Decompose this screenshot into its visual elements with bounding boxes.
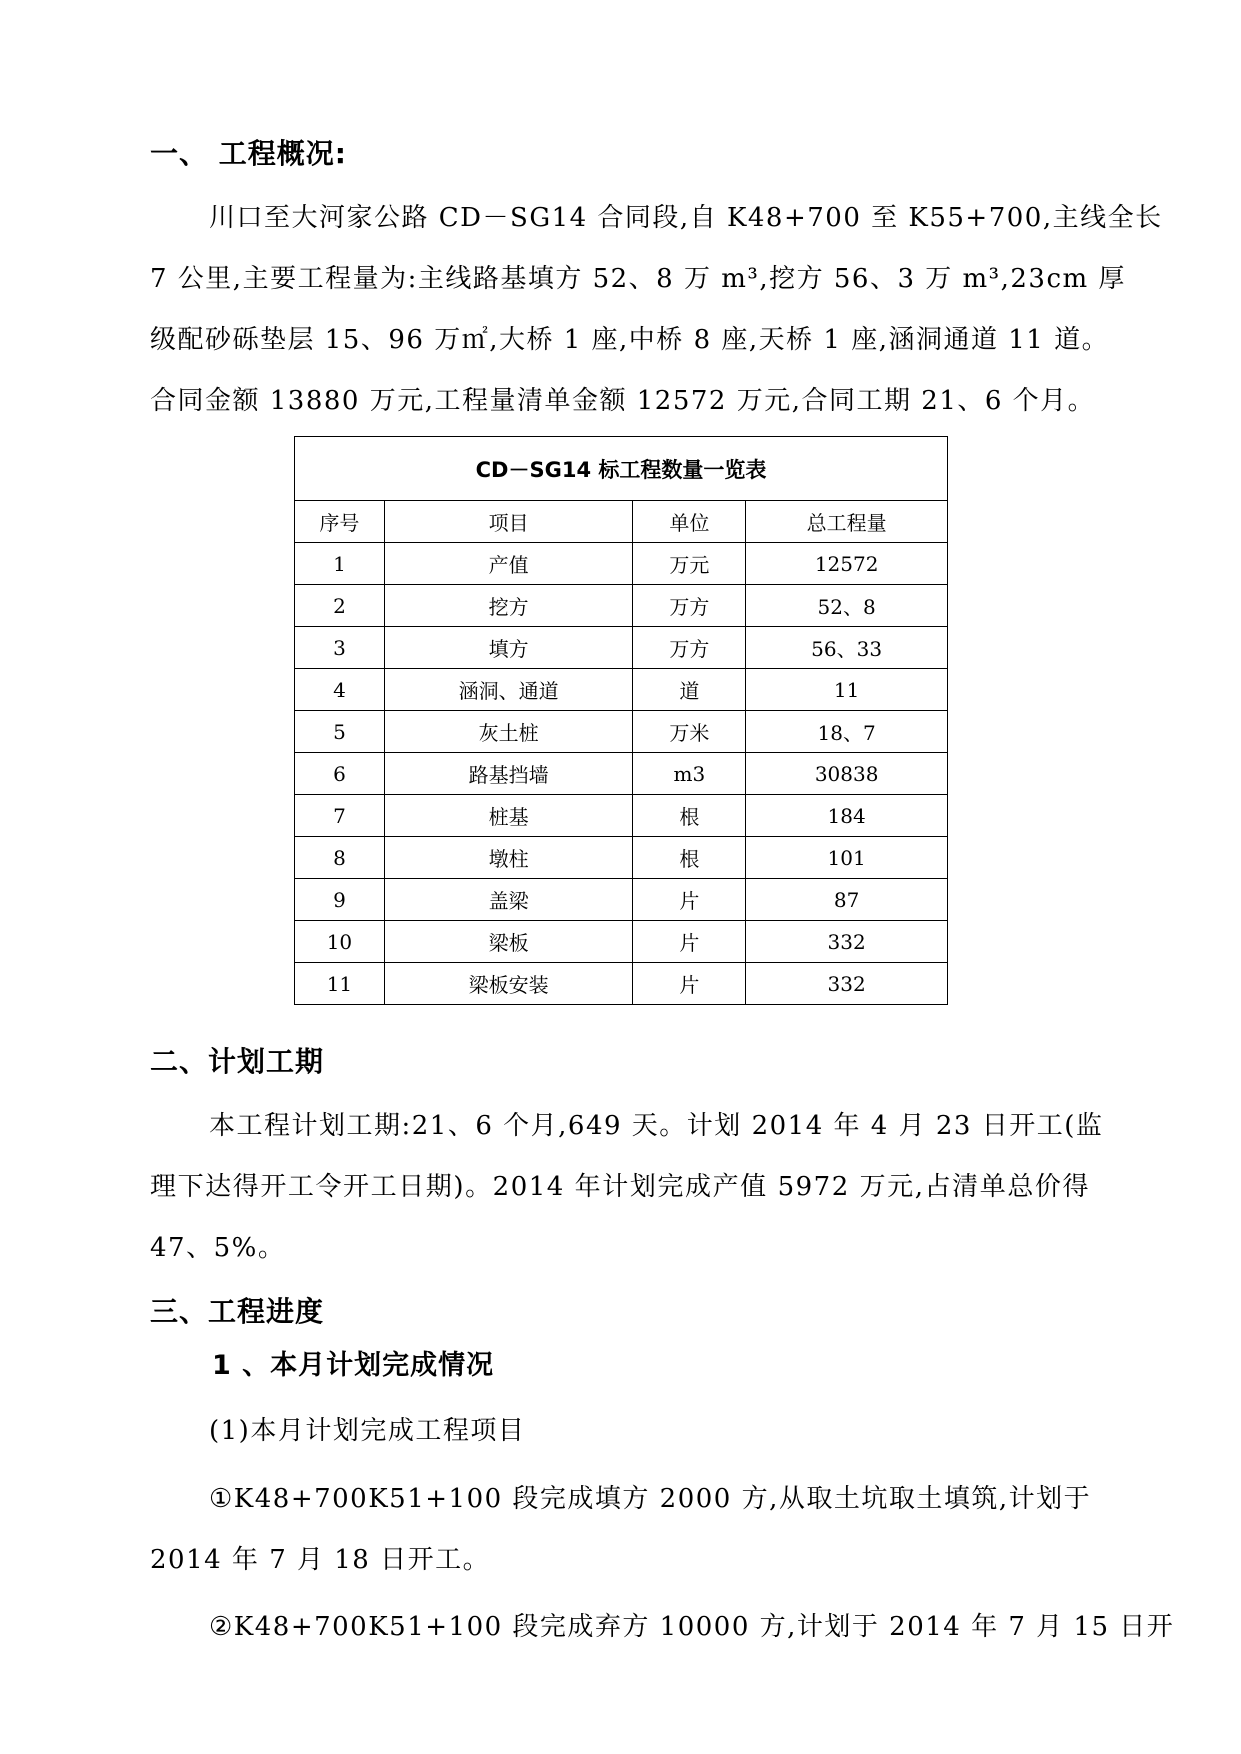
cell: 万元 [633, 543, 746, 585]
cell: 2 [295, 585, 385, 627]
quantity-table [294, 436, 948, 1005]
table-row [295, 837, 948, 879]
table-title: CD－SG14 标工程数量一览表 [295, 437, 948, 501]
cell: 18、7 [746, 711, 948, 753]
cell: 1 [295, 543, 385, 585]
cell: 片 [633, 921, 746, 963]
cell: 6 [295, 753, 385, 795]
cell: 桩基 [384, 795, 633, 837]
cell: 8 [295, 837, 385, 879]
cell: 52、8 [746, 585, 948, 627]
cell: m3 [633, 753, 746, 795]
section-3-line-3: ②K48+700K51+100 段完成弃方 10000 方,计划于 2014 年 7 月 15 日开 [209, 1612, 1175, 1642]
section-2-heading: 二、计划工期 [150, 1045, 325, 1078]
cell: 灰土桩 [384, 711, 633, 753]
cell: 184 [746, 795, 948, 837]
cell: 路基挡墙 [384, 753, 633, 795]
cell: 盖梁 [384, 879, 633, 921]
cell: 10 [295, 921, 385, 963]
table-row [295, 543, 948, 585]
section-1-line-2: 7 公里,主要工程量为:主线路基填方 52、8 万 m³,挖方 56、3 万 m³,23cm 厚 [150, 264, 1126, 294]
cell: 梁板安装 [384, 963, 633, 1005]
cell: 5 [295, 711, 385, 753]
section-1-line-1: 川口至大河家公路 CD－SG14 合同段,自 K48+700 至 K55+700,主线全长 [209, 203, 1163, 233]
table-row [295, 627, 948, 669]
header-total: 总工程量 [746, 501, 948, 543]
section-2-line-3: 47、5%。 [150, 1233, 286, 1263]
section-3-heading: 三、工程进度 [150, 1295, 325, 1328]
table-row [295, 921, 948, 963]
section-1-line-3: 级配砂砾垫层 15、96 万㎡,大桥 1 座,中桥 8 座,天桥 1 座,涵洞通道 11 道。 [150, 325, 1110, 355]
table-row [295, 711, 948, 753]
cell: 11 [746, 669, 948, 711]
cell: 涵洞、通道 [384, 669, 633, 711]
cell: 根 [633, 837, 746, 879]
cell: 30838 [746, 753, 948, 795]
cell: 332 [746, 921, 948, 963]
section-3-sub-item: (1)本月计划完成工程项目 [209, 1416, 526, 1446]
section-3-line-2: 2014 年 7 月 18 日开工。 [150, 1545, 491, 1575]
cell: 万方 [633, 585, 746, 627]
cell: 101 [746, 837, 948, 879]
table-row [295, 585, 948, 627]
cell: 梁板 [384, 921, 633, 963]
table-row [295, 669, 948, 711]
cell: 87 [746, 879, 948, 921]
cell: 万米 [633, 711, 746, 753]
cell: 产值 [384, 543, 633, 585]
section-2-line-1: 本工程计划工期:21、6 个月,649 天。计划 2014 年 4 月 23 日开工(监 [209, 1111, 1104, 1141]
cell: 9 [295, 879, 385, 921]
cell: 7 [295, 795, 385, 837]
cell: 3 [295, 627, 385, 669]
section-2-line-2: 理下达得开工令开工日期)。2014 年计划完成产值 5972 万元,占清单总价得 [150, 1172, 1090, 1202]
cell: 片 [633, 963, 746, 1005]
cell: 11 [295, 963, 385, 1005]
section-3-subheading: 1 、本月计划完成情况 [212, 1350, 495, 1381]
table-row [295, 963, 948, 1005]
cell: 12572 [746, 543, 948, 585]
cell: 片 [633, 879, 746, 921]
cell: 挖方 [384, 585, 633, 627]
section-3-line-1: ①K48+700K51+100 段完成填方 2000 方,从取土坑取土填筑,计划于 [209, 1484, 1092, 1514]
cell: 根 [633, 795, 746, 837]
table-row [295, 879, 948, 921]
cell: 332 [746, 963, 948, 1005]
table-row [295, 753, 948, 795]
cell: 万方 [633, 627, 746, 669]
header-index: 序号 [295, 501, 385, 543]
cell: 墩柱 [384, 837, 633, 879]
cell: 56、33 [746, 627, 948, 669]
cell: 4 [295, 669, 385, 711]
table-row [295, 795, 948, 837]
header-unit: 单位 [633, 501, 746, 543]
section-1-heading: 一、 工程概况: [150, 137, 347, 170]
section-1-line-4: 合同金额 13880 万元,工程量清单金额 12572 万元,合同工期 21、6 个月。 [150, 386, 1096, 416]
header-item: 项目 [384, 501, 633, 543]
cell: 填方 [384, 627, 633, 669]
cell: 道 [633, 669, 746, 711]
table-header-row [295, 501, 948, 543]
